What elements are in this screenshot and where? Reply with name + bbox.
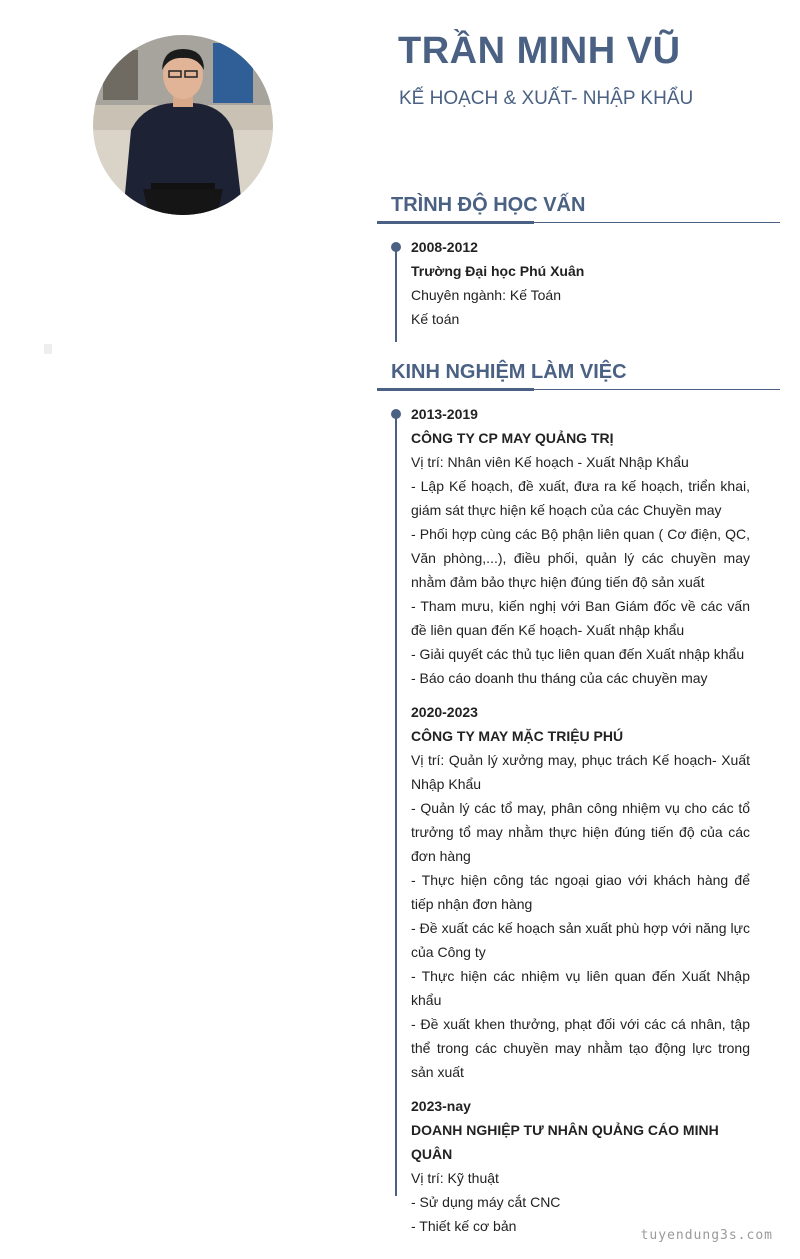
job-company: CÔNG TY CP MAY QUẢNG TRỊ [411, 430, 614, 446]
job-position: Vị trí: Quản lý xưởng may, phục trách Kế hoạch- Xuất Nhập Khẩu [411, 752, 750, 792]
job-task: - Sử dụng máy cắt CNC [411, 1194, 561, 1210]
timeline-dot [391, 242, 401, 252]
education-major: Chuyên ngành: Kế Toán [411, 287, 561, 303]
experience-section-heading [377, 359, 780, 385]
job-task: - Báo cáo doanh thu tháng của các chuyền may [411, 670, 708, 686]
job-company: CÔNG TY MAY MẶC TRIỆU PHÚ [411, 728, 624, 744]
job-period: 2020-2023 [411, 704, 478, 720]
job-entry [411, 700, 750, 1084]
job-entry [411, 1094, 750, 1238]
timeline-dot [391, 409, 401, 419]
job-position: Vị trí: Kỹ thuật [411, 1170, 499, 1186]
job-task: - Tham mưu, kiến nghị với Ban Giám đốc về các vấn đề liên quan đến Kế hoạch- Xuất nhập khẩu [411, 598, 750, 638]
candidate-title: KẾ HOẠCH & XUẤT- NHẬP KHẨU [399, 88, 694, 109]
job-task: - Quản lý các tổ may, phân công nhiệm vụ cho các tổ trưởng tổ may nhằm thực hiện đúng tiến độ của các đơn hàng [411, 800, 750, 864]
education-timeline [395, 247, 397, 342]
job-task: - Thiết kế cơ bản [411, 1218, 517, 1234]
job-task: - Đề xuất các kế hoạch sản xuất phù hợp với năng lực của Công ty [411, 920, 750, 960]
job-period: 2013-2019 [411, 406, 478, 422]
job-task: - Thực hiện công tác ngoại giao với khách hàng để tiếp nhận đơn hàng [411, 872, 750, 912]
site-watermark: tuyendung3s.com [640, 1228, 773, 1243]
job-period: 2023-nay [411, 1098, 471, 1114]
education-entry [411, 235, 750, 331]
job-entry [411, 402, 750, 690]
job-task: - Giải quyết các thủ tục liên quan đến Xuất nhập khẩu [411, 646, 745, 662]
job-task: - Thực hiện các nhiệm vụ liên quan đến Xuất Nhập khẩu [411, 968, 750, 1008]
education-heading: TRÌNH ĐỘ HỌC VẤN [391, 194, 586, 216]
education-period: 2008-2012 [411, 239, 478, 255]
experience-divider-accent [377, 388, 534, 391]
job-task: - Phối hợp cùng các Bộ phận liên quan ( Cơ điện, QC, Văn phòng,...), điều phối, quản lý các chuyền may nhằm đảm bảo thực hiện đúng tiến độ sản xuất [411, 526, 750, 590]
job-position: Vị trí: Nhân viên Kế hoạch - Xuất Nhập Khẩu [411, 454, 689, 470]
education-school: Trường Đại học Phú Xuân [411, 263, 585, 279]
education-note: Kế toán [411, 311, 460, 327]
profile-photo [93, 35, 273, 215]
job-task: - Đề xuất khen thưởng, phạt đối với các cá nhân, tập thể trong các chuyền may nhằm tạo động lực trong sản xuất [411, 1016, 750, 1080]
experience-timeline [395, 414, 397, 1196]
faint-mark-icon [42, 342, 54, 356]
experience-heading: KINH NGHIỆM LÀM VIỆC [391, 361, 627, 383]
job-company: DOANH NGHIỆP TƯ NHÂN QUẢNG CÁO MINH QUÂN [411, 1122, 719, 1162]
person-photo-icon [93, 35, 273, 215]
candidate-name: TRẦN MINH VŨ [398, 30, 681, 72]
education-section-heading [377, 192, 780, 218]
job-task: - Lập Kế hoạch, đề xuất, đưa ra kế hoạch, triển khai, giám sát thực hiện kế hoạch của các Chuyền may [411, 478, 750, 518]
education-divider-accent [377, 221, 534, 224]
